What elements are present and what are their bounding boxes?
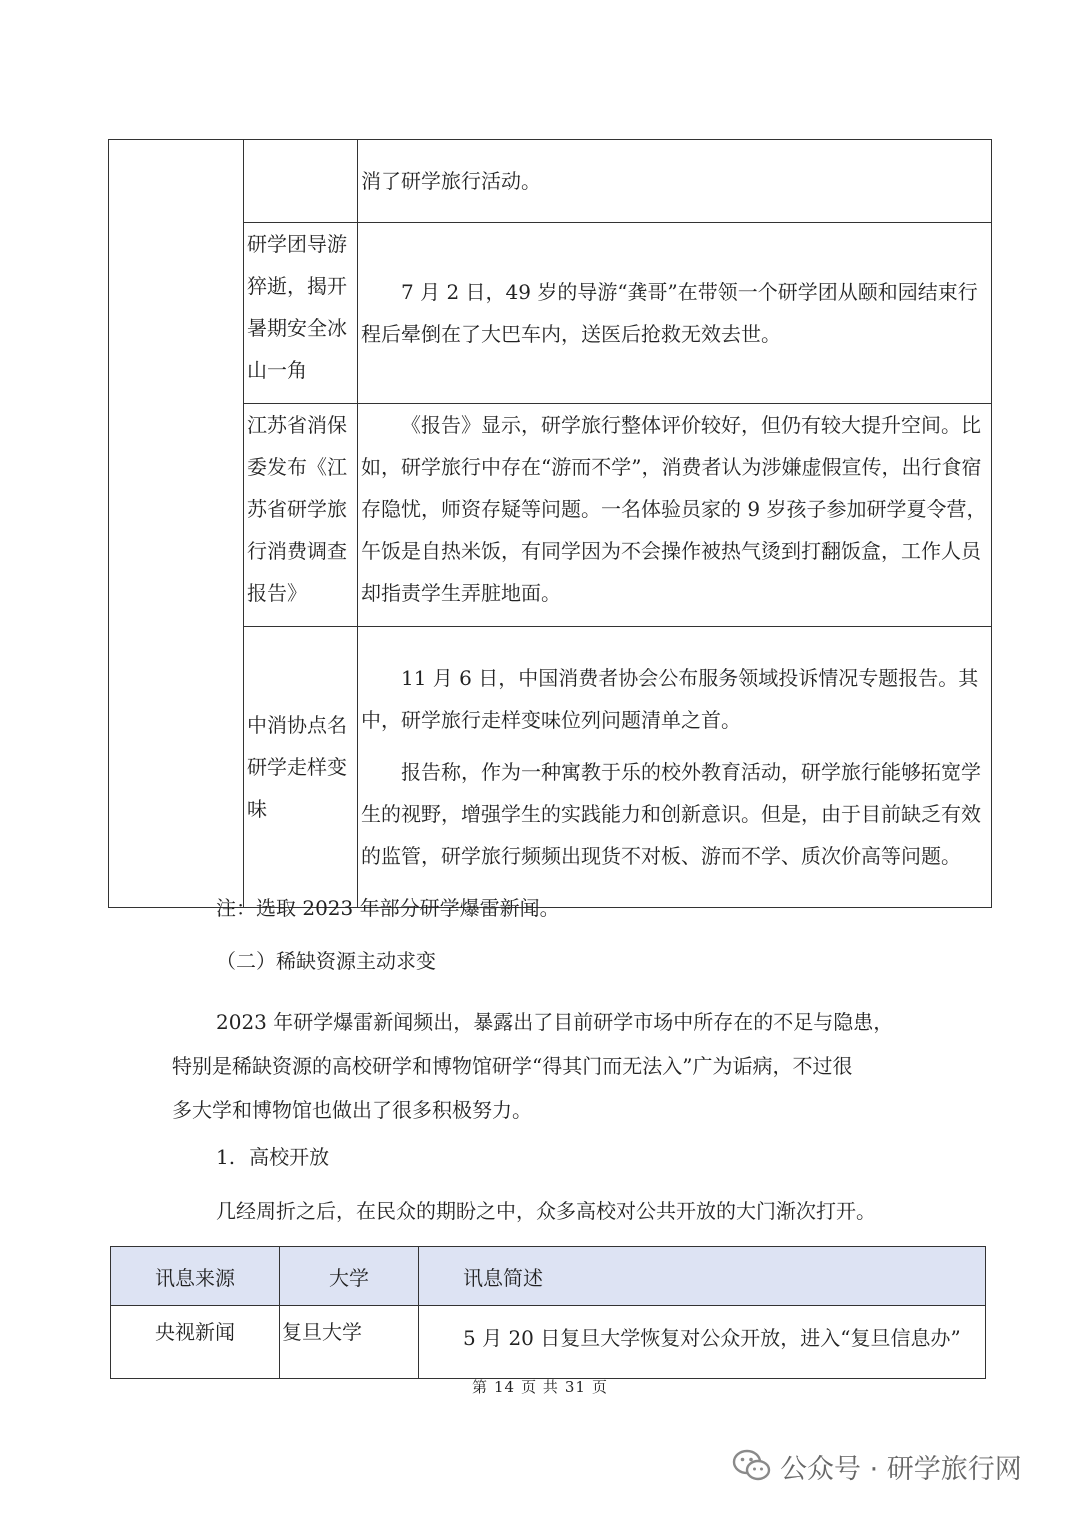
source-cell: 央视新闻 (111, 1306, 280, 1379)
footer-page-number: 14 (494, 1378, 516, 1396)
intro-line: 多大学和博物馆也做出了很多积极努力。 (172, 1098, 532, 1122)
wechat-icon (732, 1449, 772, 1483)
news-summary-text: 《报告》显示，研学旅行整体评价较好，但仍有较大提升空间。比如，研学旅行中存在“游而不学”，消费者认为涉嫌虚假宣传，出行食宿存隐忧，师资存疑等问题。一名体验员家的 9 岁孩子参加研学夏令营，午饭是自热米饭，有同学因为不会操作被热气烫到打翻饭盒，工作人员却指责学生弄脏地面。 (361, 413, 987, 605)
university-table (110, 1246, 986, 1379)
news-summary-cell (358, 223, 992, 404)
footer-prefix: 第 (472, 1378, 489, 1396)
intro-line: 2023 年研学爆雷新闻频出，暴露出了目前研学市场中所存在的不足与隐患， (216, 1010, 894, 1034)
news-summary-text: 11 月 6 日，中国消费者协会公布服务领域投诉情况专题报告。其中，研学旅行走样变味位列问题清单之首。 (361, 666, 979, 732)
news-summary-cell (358, 627, 992, 908)
intro-line: 特别是稀缺资源的高校研学和博物馆研学“得其门而无法入”广为诟病，不过很 (172, 1054, 853, 1078)
news-summary-text: 消了研学旅行活动。 (361, 169, 541, 193)
news-title-cell (244, 140, 358, 223)
intro-paragraph (172, 1000, 932, 1132)
column-header: 大学 (280, 1247, 419, 1306)
column-header: 讯息简述 (419, 1247, 986, 1306)
footer-total-pages: 31 (564, 1378, 586, 1396)
footer-suffix: 页 (591, 1378, 608, 1396)
column-header: 讯息来源 (111, 1247, 280, 1306)
section-heading: （二）稀缺资源主动求变 (216, 949, 436, 973)
table-row (111, 1306, 986, 1379)
news-title-cell: 研学团导游猝逝，揭开暑期安全冰山一角 (244, 223, 358, 404)
subsection-title: 高校开放 (249, 1145, 330, 1169)
watermark (732, 1444, 1022, 1488)
summary-cell: 5 月 20 日复旦大学恢复对公众开放，进入“复旦信息办” (419, 1306, 986, 1379)
watermark-text: 公众号 · 研学旅行网 (780, 1453, 1022, 1485)
table-row (109, 140, 992, 223)
page-footer (0, 1376, 1080, 1397)
footer-mid: 页 共 (521, 1378, 559, 1396)
news-title-cell: 中消协点名研学走样变味 (244, 627, 358, 908)
news-summary-cell (358, 140, 992, 223)
table-note: 注：选取 2023 年部分研学爆雷新闻。 (216, 896, 560, 920)
news-summary-cell (358, 404, 992, 627)
lead-paragraph: 几经周折之后，在民众的期盼之中，众多高校对公共开放的大门渐次打开。 (216, 1199, 876, 1223)
news-title-cell: 江苏省消保委发布《江苏省研学旅行消费调查报告》 (244, 404, 358, 627)
subsection-number: 1. (216, 1145, 236, 1169)
news-summary-text: 报告称，作为一种寓教于乐的校外教育活动，研学旅行能够拓宽学生的视野，增强学生的实践能力和创新意识。但是，由于目前缺乏有效的监管，研学旅行频频出现货不对板、游而不学、质次价高等问题。 (361, 760, 981, 868)
subsection-heading (216, 1142, 329, 1172)
category-cell (109, 140, 244, 908)
news-summary-text: 7 月 2 日，49 岁的导游“龚哥”在带领一个研学团从颐和园结束行程后晕倒在了大巴车内，送医后抢救无效去世。 (361, 280, 978, 346)
news-table (108, 139, 992, 908)
university-cell: 复旦大学 (280, 1306, 419, 1379)
table-header-row (111, 1247, 986, 1306)
